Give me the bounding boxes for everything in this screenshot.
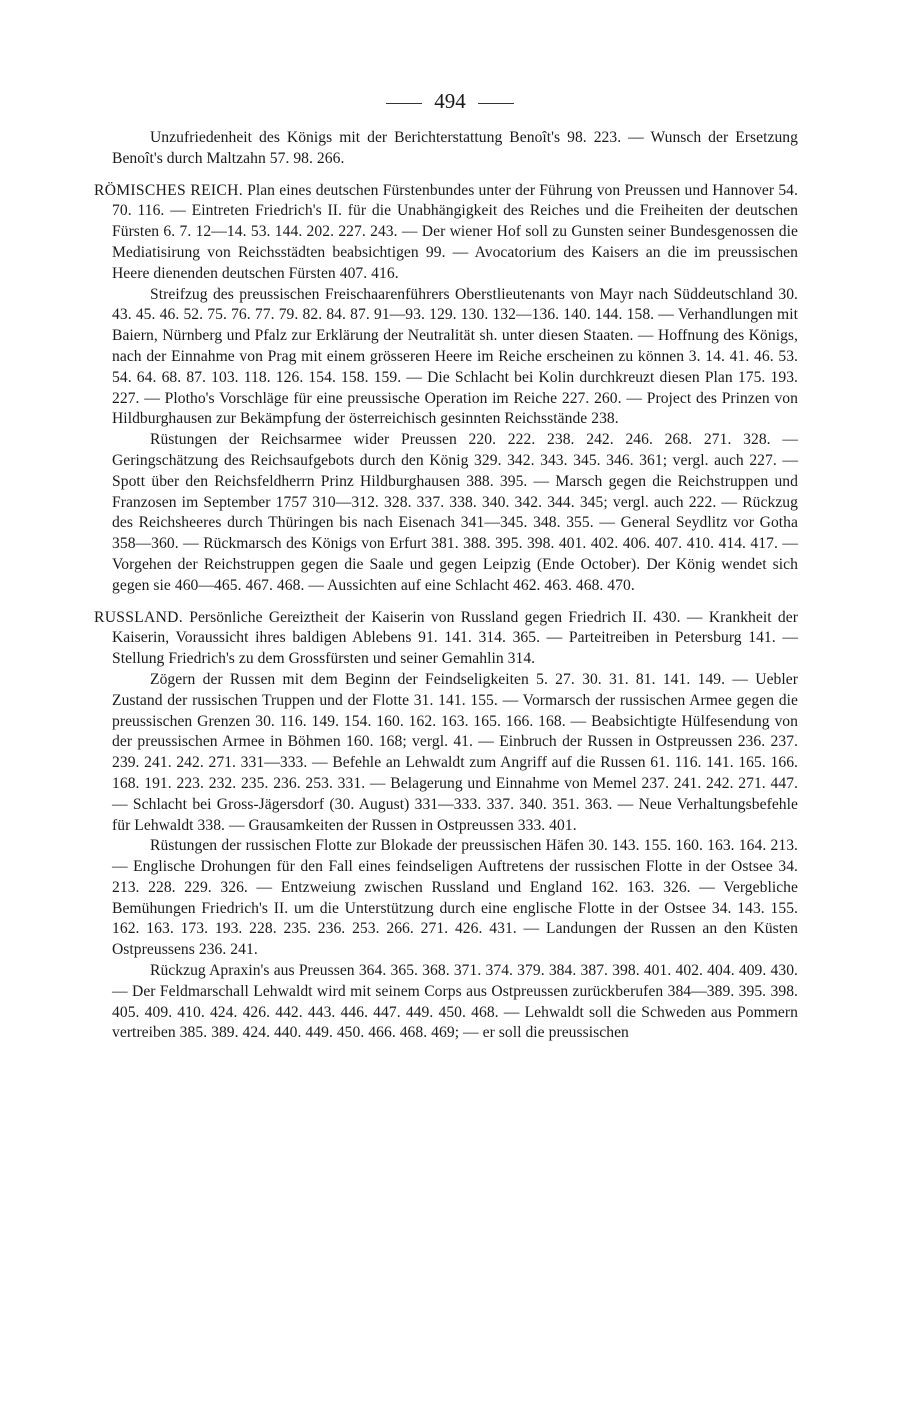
page-number: 494 [434,89,466,113]
paragraph-text: Rüstungen der russischen Flotte zur Blokade der preussischen Häfen 30. 143. 155. 160. 163. 164. 213. — Englische Drohungen für den Fall eines feindseligen Auftretens der russischen Flotte in der Ostsee 34. 213. 228. 229. 326. — Entzweiung zwischen Russland und England 162. 163. 326. — Vergebliche Bemühungen Friedrich's II. um die Unterstützung durch eine englische Flotte in der Ostsee 34. 143. 155. 162. 163. 173. 193. 228. 235. 236. 253. 266. 271. 426. 431. — Landungen der Russen an den Küsten Ostpreussens 236. 241. [112,837,798,959]
paragraph-text: Plan eines deutschen Fürstenbundes unter der Führung von Preussen und Hannover 54. 70. 116. — Eintreten Friedrich's II. für die Unabhängigkeit des Reiches und die Freiheiten der deutschen Fürsten 6. 7. 12—14. 53. 144. 202. 227. 243. — Der wiener Hof soll zu Gunsten seiner Bundesgenossen die Mediatisirung von Reichsstädten beabsichtigen 99. — Avocatorium des Kaisers an die im preussischen Heere dienenden deutschen Fürsten 407. 416. [112,181,798,282]
paragraph-flotte [112,836,798,961]
paragraph-text: Persönliche Gereiztheit der Kaiserin von Russland gegen Friedrich II. 430. — Krankheit der Kaiserin, Voraussicht ihres baldigen Ablebens 91. 141. 314. 365. — Parteitreiben in Petersburg 141. — Stellung Friedrich's zu dem Grossfürsten und seiner Gemahlin 314. [112,608,798,668]
page-header [0,86,900,116]
entry-heading: RÖMISCHES REICH. [94,181,243,199]
paragraph-streifzug [112,285,798,431]
entry-roemisches-reich [94,181,798,285]
paragraph-text: Zögern der Russen mit dem Beginn der Feindseligkeiten 5. 27. 30. 31. 81. 141. 149. — Uebler Zustand der russischen Truppen und der Flotte 31. 141. 155. — Vormarsch der russischen Armee gegen die preussischen Grenzen 30. 116. 149. 154. 160. 162. 163. 165. 166. 168. — Beabsichtigte Hülfesendung von der preussischen Armee in Böhmen 160. 168; vergl. 41. — Einbruch der Russen in Ostpreussen 236. 237. 239. 241. 242. 271. 331—333. — Befehle an Lehwaldt zum Angriff auf die Russen 61. 116. 141. 165. 166. 168. 191. 223. 232. 235. 236. 253. 331. — Belagerung und Einnahme von Memel 237. 241. 242. 271. 447. — Schlacht bei Gross-Jägersdorf (30. August) 331—333. 337. 340. 351. 363. — Neue Verhaltungsbefehle für Lehwaldt 338. — Grausamkeiten der Russen in Ostpreussen 333. 401. [112,670,798,834]
paragraph-zoegern [112,670,798,836]
paragraph-text: Rüstungen der Reichsarmee wider Preussen 220. 222. 238. 242. 246. 268. 271. 328. — Geringschätzung des Reichsaufgebots durch den König 329. 342. 343. 345. 346. 361; vergl. auch 227. — Spott über den Reichsfeldherrn Prinz Hildburghausen 388. 395. — Marsch gegen die Reichstruppen und Franzosen im September 1757 310—312. 328. 337. 338. 340. 342. 344. 345; vergl. auch 222. — Rückzug des Reichsheeres durch Thüringen bis nach Eisenach 341—345. 348. 355. — General Seydlitz vor Gotha 358—360. — Rückmarsch des Königs von Erfurt 381. 388. 395. 398. 401. 402. 406. 407. 410. 414. 417. — Vorgehen der Reichstruppen gegen die Saale und gegen Leipzig (Ende October). Der König wendet sich gegen sie 460—465. 467. 468. — Aussichten auf eine Schlacht 462. 463. 468. 470. [112,431,798,594]
header-rule-right [478,103,514,104]
paragraph-benoit-continuation [112,128,798,170]
paragraph-reichsarmee [112,430,798,596]
paragraph-text: Unzufriedenheit des Königs mit der Berichterstattung Benoît's 98. 223. — Wunsch der Ersetzung Benoît's durch Maltzahn 57. 98. 266. [112,129,798,167]
index-text [94,128,798,1044]
entry-heading: RUSSLAND. [94,608,183,626]
paragraph-apraxin [112,961,798,1044]
paragraph-text: Rückzug Apraxin's aus Preussen 364. 365. 368. 371. 374. 379. 384. 387. 398. 401. 402. 404. 409. 430. — Der Feldmarschall Lehwaldt wird mit seinem Corps aus Ostpreussen zurückberufen 384—389. 395. 398. 405. 409. 410. 424. 426. 442. 443. 446. 447. 449. 450. 468. — Lehwaldt soll die Schweden aus Pommern vertreiben 385. 389. 424. 440. 449. 450. 466. 468. 469; — er soll die preussischen [112,962,798,1042]
entry-russland [94,608,798,670]
header-rule-left [386,103,422,104]
paragraph-text: Streifzug des preussischen Freischaarenführers Oberstlieutenants von Mayr nach Süddeutschland 30. 43. 45. 46. 52. 75. 76. 77. 79. 82. 84. 87. 91—93. 129. 130. 132—136. 140. 144. 158. — Verhandlungen mit Baiern, Nürnberg und Pfalz zur Erklärung der Neutralität sh. unter diesen Staaten. — Hoffnung des Königs, nach der Einnahme von Prag mit einem grösseren Heere im Reiche erscheinen zu können 3. 14. 41. 46. 53. 54. 64. 68. 87. 103. 118. 126. 154. 158. 159. — Die Schlacht bei Kolin durchkreuzt diesen Plan 175. 193. 227. — Plotho's Vorschläge für eine preussische Operation im Reiche 227. 260. — Project des Prinzen von Hildburghausen zur Bekämpfung der österreichisch gesinnten Reichsstände 238. [112,285,798,428]
